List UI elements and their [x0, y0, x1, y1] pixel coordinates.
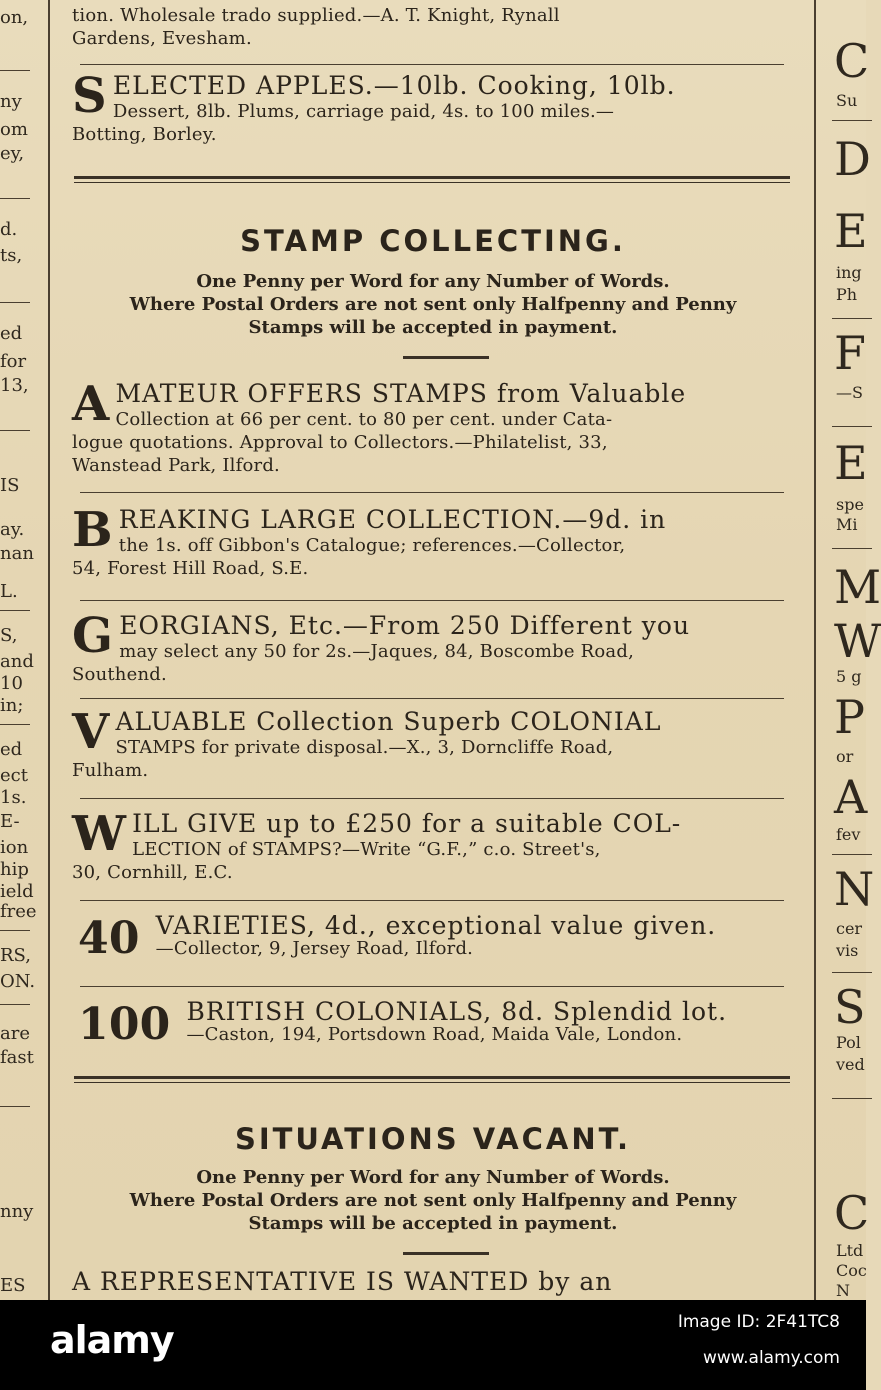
- stamp-ad-breaking: [72, 502, 794, 580]
- right-text-fragment: Ltd: [836, 1241, 864, 1260]
- left-text-fragment: for: [0, 351, 27, 372]
- ad-line: 54, Forest Hill Road, S.E.: [72, 558, 309, 579]
- right-text-fragment: Ph: [836, 285, 858, 304]
- right-text-fragment: Coc: [836, 1261, 867, 1280]
- ad-line: Wanstead Park, Ilford.: [72, 455, 280, 476]
- ad-heading: EORGIANS,: [119, 611, 280, 640]
- right-text-fragment: N: [834, 862, 875, 916]
- ad-line: logue quotations. Approval to Collectors.—Philatelist, 33,: [72, 432, 608, 453]
- left-text-fragment: d.: [0, 219, 18, 240]
- stamp-ad-valuable: [72, 704, 794, 782]
- ad-line: A REPRESENTATIVE IS WANTED by an: [72, 1267, 613, 1296]
- right-column-rule: [832, 426, 872, 427]
- left-text-fragment: E-: [0, 811, 20, 832]
- left-text-fragment: ay.: [0, 519, 25, 540]
- right-text-fragment: spe: [836, 495, 864, 514]
- left-column-rule: [0, 724, 30, 725]
- left-text-fragment: hip: [0, 859, 29, 880]
- drop-capital: G: [72, 608, 114, 664]
- ad-heading: ELECTED APPLES.: [112, 71, 374, 100]
- ad-line: the 1s. off Gibbon's Catalogue; references.—Collector,: [118, 535, 626, 556]
- right-column-rule: [832, 548, 872, 549]
- right-column-rule: [832, 1098, 872, 1099]
- watermark-logo: alamy: [50, 1318, 174, 1362]
- ad-line: Etc.—From 250 Different you: [279, 611, 691, 640]
- right-text-fragment: C: [834, 1186, 870, 1240]
- left-text-fragment: ed: [0, 739, 23, 760]
- section-divider: [74, 176, 790, 179]
- ad-heading: REAKING LARGE COLLECTION.: [118, 505, 563, 534]
- right-text-fragment: Mi: [836, 515, 858, 534]
- right-text-fragment: Su: [836, 91, 858, 110]
- left-text-fragment: ts,: [0, 245, 23, 266]
- right-text-fragment: cer: [836, 919, 863, 938]
- ad-line: Botting, Borley.: [72, 124, 217, 145]
- left-column-fragment: [0, 0, 50, 1300]
- left-text-fragment: nan: [0, 543, 34, 564]
- ad-line: may select any 50 for 2s.—Jaques, 84, Boscombe Road,: [119, 641, 634, 662]
- ad-heading: MATEUR OFFERS STAMPS: [115, 379, 488, 408]
- ad-line: Gardens, Evesham.: [72, 28, 252, 49]
- ad-line: Southend.: [72, 664, 167, 685]
- left-text-fragment: 10: [0, 673, 23, 694]
- section-note: Stamps will be accepted in payment.: [248, 317, 618, 338]
- left-column-rule: [0, 930, 30, 931]
- right-text-fragment: P: [834, 690, 865, 744]
- left-column-rule: [0, 610, 30, 611]
- left-text-fragment: om: [0, 119, 28, 140]
- left-text-fragment: fast: [0, 1047, 34, 1068]
- ad-line: —9d. in: [562, 505, 667, 534]
- right-text-fragment: D: [834, 132, 871, 186]
- ad-separator: [80, 900, 784, 901]
- drop-capital: B: [72, 502, 113, 558]
- ad-line: BRITISH COLONIALS, 8d. Splendid lot.: [186, 997, 728, 1026]
- right-text-fragment: W: [834, 614, 881, 668]
- ad-line: VARIETIES, 4d., exceptional value given.: [155, 911, 717, 940]
- apples-ad: [72, 68, 794, 146]
- wholesale-ad: [72, 4, 794, 50]
- stamp-ad-100-colonials: [72, 997, 794, 1050]
- section-note: Where Postal Orders are not sent only Halfpenny and Penny: [129, 1190, 737, 1211]
- left-column-rule: [0, 70, 30, 71]
- left-text-fragment: in;: [0, 695, 24, 716]
- stamp-ad-40-varieties: [72, 911, 794, 964]
- ad-separator: [80, 492, 784, 493]
- stamp-ad-georgians: [72, 608, 794, 686]
- drop-capital: S: [72, 68, 107, 124]
- stamp-ad-will-give: [72, 806, 794, 884]
- left-text-fragment: L.: [0, 581, 18, 602]
- left-text-fragment: ON.: [0, 971, 36, 992]
- right-column-rule: [832, 972, 872, 973]
- right-text-fragment: N: [836, 1281, 850, 1300]
- ad-line: —Collector, 9, Jersey Road, Ilford.: [155, 938, 474, 959]
- right-column-rule: [832, 318, 872, 319]
- section-note: Stamps will be accepted in payment.: [248, 1213, 618, 1234]
- short-rule: [403, 356, 489, 359]
- left-text-fragment: S,: [0, 625, 18, 646]
- ad-separator: [80, 798, 784, 799]
- section-title-stamp-collecting: STAMP COLLECTING.: [240, 224, 626, 258]
- left-text-fragment: and: [0, 651, 34, 672]
- right-text-fragment: vis: [836, 941, 859, 960]
- ad-line: Dessert, 8lb. Plums, carriage paid, 4s. to 100 miles.—: [112, 101, 615, 122]
- drop-capital: W: [72, 806, 127, 862]
- ad-line: up to £250 for a suitable COL-: [257, 809, 682, 838]
- ad-separator: [80, 64, 784, 65]
- left-column-rule: [0, 430, 30, 431]
- right-text-fragment: Pol: [836, 1033, 861, 1052]
- right-text-fragment: E: [834, 436, 868, 490]
- left-column-rule: [0, 198, 30, 199]
- ad-line: Collection at 66 per cent. to 80 per cent. under Cata-: [115, 409, 613, 430]
- left-text-fragment: ES: [0, 1275, 26, 1296]
- ad-separator: [80, 600, 784, 601]
- ad-heading: ALUABLE: [115, 707, 248, 736]
- right-text-fragment: A: [834, 770, 868, 824]
- left-text-fragment: ion: [0, 837, 29, 858]
- left-text-fragment: ect: [0, 765, 28, 786]
- section-title-situations-vacant: SITUATIONS VACANT.: [234, 1122, 632, 1156]
- left-text-fragment: 13,: [0, 375, 29, 396]
- section-note: One Penny per Word for any Number of Words.: [196, 271, 670, 292]
- right-text-fragment: C: [834, 34, 870, 88]
- ad-line: —Caston, 194, Portsdown Road, Maida Vale, London.: [186, 1024, 683, 1045]
- left-column-rule: [0, 1106, 30, 1107]
- left-text-fragment: RS,: [0, 945, 31, 966]
- ad-line: LECTION of STAMPS?—Write “G.F.,” c.o. Street's,: [132, 839, 601, 860]
- watermark-image-id: Image ID: 2F41TC8: [677, 1312, 840, 1332]
- right-text-fragment: F: [834, 326, 866, 380]
- drop-capital: V: [72, 704, 110, 760]
- ad-line: tion. Wholesale trado supplied.—A. T. Knight, Rynall: [72, 5, 560, 26]
- right-column-rule: [832, 854, 872, 855]
- ad-number: 40: [78, 913, 140, 964]
- right-text-fragment: 5 g: [836, 667, 862, 686]
- ad-separator: [80, 698, 784, 699]
- right-text-fragment: E: [834, 204, 868, 258]
- right-column-fragment: [814, 0, 881, 1300]
- left-text-fragment: 1s.: [0, 787, 27, 808]
- right-text-fragment: ing: [836, 263, 862, 282]
- section-note: One Penny per Word for any Number of Words.: [196, 1167, 670, 1188]
- left-text-fragment: ny: [0, 91, 22, 112]
- left-text-fragment: are: [0, 1023, 30, 1044]
- ad-line: —10lb. Cooking, 10lb.: [373, 71, 676, 100]
- right-text-fragment: fev: [836, 825, 861, 844]
- ad-line: from Valuable: [487, 379, 687, 408]
- left-text-fragment: ed: [0, 323, 23, 344]
- section-note: Where Postal Orders are not sent only Halfpenny and Penny: [129, 294, 737, 315]
- right-text-fragment: M: [834, 560, 881, 614]
- left-text-fragment: on,: [0, 7, 29, 28]
- left-text-fragment: ield: [0, 881, 34, 902]
- left-text-fragment: free: [0, 901, 37, 922]
- ad-line: 30, Cornhill, E.C.: [72, 862, 233, 883]
- situations-ad-representative: [72, 1267, 794, 1296]
- short-rule: [403, 1252, 489, 1255]
- left-text-fragment: ey,: [0, 143, 25, 164]
- drop-capital: A: [72, 376, 110, 432]
- watermark-url: www.alamy.com: [702, 1348, 840, 1368]
- right-text-fragment: or: [836, 747, 854, 766]
- ad-heading: ILL GIVE: [132, 809, 258, 838]
- left-text-fragment: nny: [0, 1201, 34, 1222]
- right-text-fragment: —S: [836, 383, 863, 402]
- right-text-fragment: S: [834, 980, 866, 1034]
- main-column: [70, 0, 796, 1300]
- section-divider: [74, 1076, 790, 1079]
- stamp-ad-amateur: [72, 376, 794, 477]
- right-text-fragment: ved: [836, 1055, 865, 1074]
- ad-line: Fulham.: [72, 760, 149, 781]
- left-column-rule: [0, 1004, 30, 1005]
- ad-line: Collection Superb COLONIAL: [247, 707, 662, 736]
- left-text-fragment: IS: [0, 475, 20, 496]
- ad-number: 100: [78, 999, 171, 1050]
- right-column-rule: [832, 120, 872, 121]
- left-column-rule: [0, 302, 30, 303]
- ad-line: STAMPS for private disposal.—X., 3, Dorncliffe Road,: [115, 737, 614, 758]
- ad-separator: [80, 986, 784, 987]
